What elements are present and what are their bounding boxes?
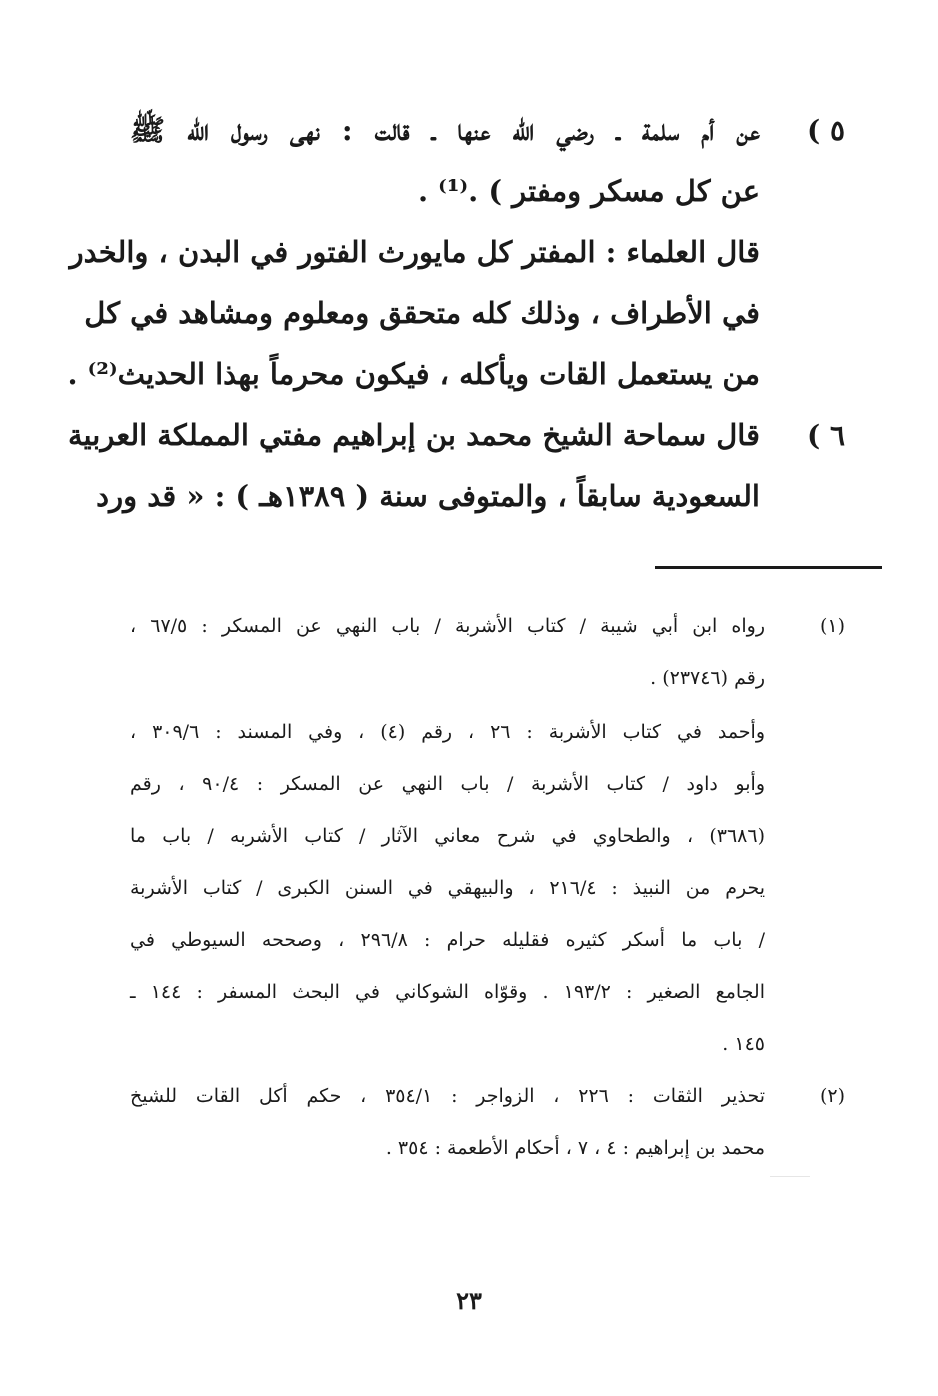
entry-number: ٥ ): [806, 114, 845, 147]
text-line: في الأطراف ، وذلك كله متحقق ومعلوم ومشاهد في كل: [84, 296, 760, 330]
footnotes: [130, 600, 845, 1174]
footnote-number: (٢): [819, 1085, 845, 1107]
entry-5: [67, 100, 845, 405]
text-line: قال العلماء : المفتر كل مايورث الفتور في البدن ، والخدر: [69, 235, 760, 269]
main-text: [67, 100, 845, 527]
page-number: ٢٣: [456, 1286, 482, 1315]
footnote-number: (١): [819, 615, 845, 637]
footnote-line: محمد بن إبراهيم : ٤ ، ٧ ، أحكام الأطعمة : ٣٥٤ .: [385, 1137, 765, 1159]
footnote-line: ١٤٥ .: [722, 1033, 765, 1055]
footnote-line: وأبو داود / كتاب الأشربة / باب النهي عن المسكر : ٩٠/٤ ، رقم: [130, 773, 765, 795]
footnote-line: رواه ابن أبي شيبة / كتاب الأشربة / باب النهي عن المسكر : ٦٧/٥ ،: [130, 615, 766, 637]
footnote-paragraph: [130, 706, 765, 1070]
entry-number: ٦ ): [806, 419, 845, 452]
footnote-line: تحذير الثقات : ٢٢٦ ، الزواجر : ٣٥٤/١ ، حكم أكل القات للشيخ: [130, 1085, 765, 1107]
entry-6: [67, 405, 845, 527]
paragraph: [130, 100, 760, 222]
footnote-divider: [655, 566, 882, 569]
text-line: السعودية سابقاً ، والمتوفى سنة ( ١٣٨٩هـ ) : « قد ورد: [96, 479, 760, 513]
scan-mark: [770, 1176, 810, 1177]
paragraph: [67, 405, 760, 527]
footnote-2: [130, 1070, 845, 1174]
text-line: قال سماحة الشيخ محمد بن إبراهيم مفتي المملكة العربية: [67, 418, 760, 452]
text-line: من يستعمل القات ويأكله ، فيكون محرماً بهذا الحديث⁽²⁾ .: [67, 357, 760, 391]
footnote-line: / باب ما أسكر كثيره فقليله حرام : ٢٩٦/٨ ، وصححه السيوطي في: [130, 929, 765, 951]
text-line: عن أم سلمة ـ رضي الله عنها ـ قالت : نهى رسول الله ﷺ: [130, 113, 760, 147]
footnote-line: الجامع الصغير : ١٩٣/٢ . وقوّاه الشوكاني في البحث المسفر : ١٤٤ ـ: [130, 981, 765, 1003]
paragraph: [67, 222, 760, 405]
footnote-line: رقم (٢٣٧٤٦) .: [650, 667, 765, 689]
footnote-line: وأحمد في كتاب الأشربة : ٢٦ ، رقم (٤) ، وفي المسند : ٣٠٩/٦ ،: [130, 721, 765, 743]
footnote-line: يحرم من النبيذ : ٢١٦/٤ ، والبيهقي في السنن الكبرى / كتاب الأشربة: [130, 877, 765, 899]
text-line: عن كل مسكر ومفتر ) .⁽¹⁾ .: [417, 174, 760, 208]
footnote-paragraph: [130, 600, 765, 704]
footnote-paragraph: [130, 1070, 765, 1174]
footnote-1: [130, 600, 845, 1070]
footnote-line: (٣٦٨٦) ، والطحاوي في شرح معاني الآثار / كتاب الأشربه / باب ما: [130, 825, 765, 847]
